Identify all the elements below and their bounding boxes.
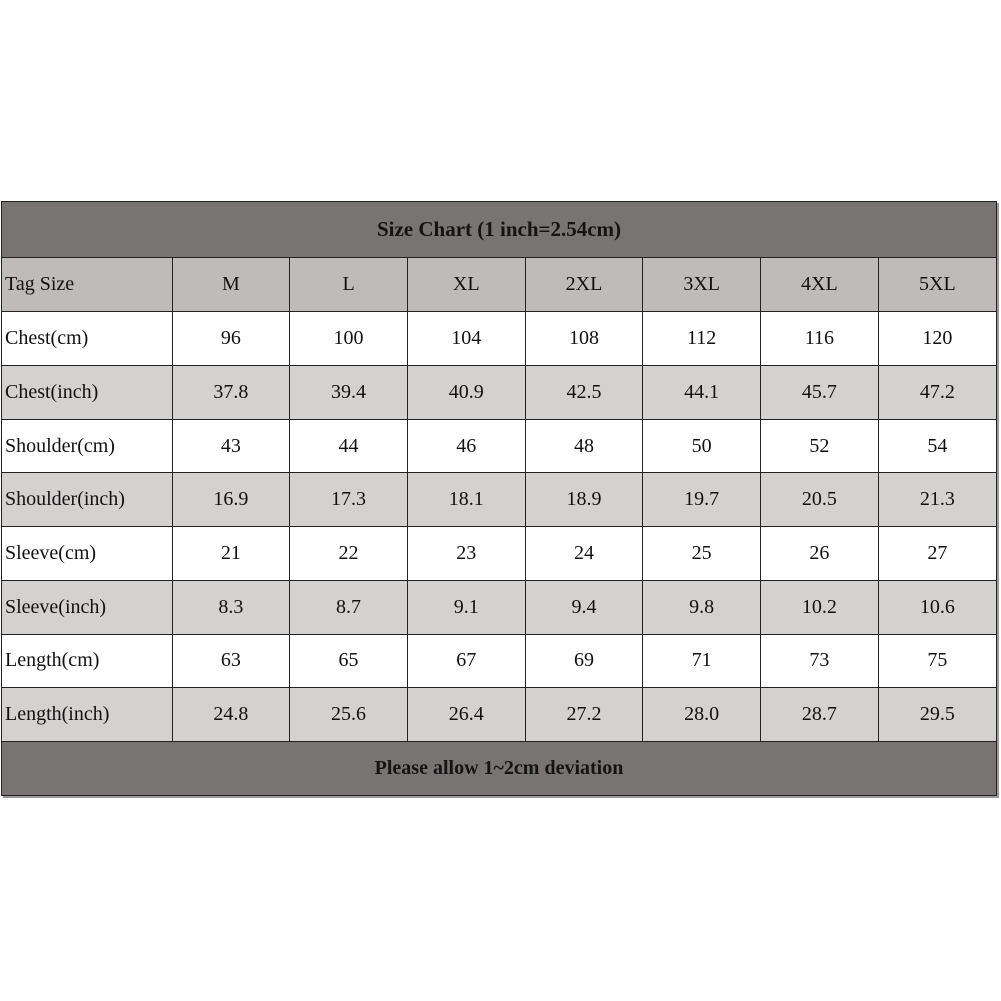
- table-cell: 29.5: [878, 688, 996, 742]
- size-table-body: [2, 258, 996, 742]
- table-row: [2, 473, 996, 527]
- table-cell: 28.7: [761, 688, 879, 742]
- row-label-cell: Sleeve(inch): [2, 580, 172, 634]
- table-cell: 104: [407, 312, 525, 366]
- table-cell: 16.9: [172, 473, 290, 527]
- table-cell: 46: [407, 419, 525, 473]
- table-row: [2, 527, 996, 581]
- table-cell: 39.4: [290, 365, 408, 419]
- table-cell: 47.2: [878, 365, 996, 419]
- size-header-cell: XL: [407, 258, 525, 312]
- row-label-cell: Length(inch): [2, 688, 172, 742]
- size-header-cell: 3XL: [643, 258, 761, 312]
- table-cell: 10.2: [761, 580, 879, 634]
- table-cell: 22: [290, 527, 408, 581]
- table-cell: 8.7: [290, 580, 408, 634]
- table-cell: 23: [407, 527, 525, 581]
- row-label-cell: Chest(cm): [2, 312, 172, 366]
- table-cell: 44: [290, 419, 408, 473]
- size-header-cell: 5XL: [878, 258, 996, 312]
- table-cell: 18.1: [407, 473, 525, 527]
- table-cell: 9.1: [407, 580, 525, 634]
- table-cell: 37.8: [172, 365, 290, 419]
- row-label-cell: Chest(inch): [2, 365, 172, 419]
- table-cell: 27: [878, 527, 996, 581]
- table-cell: 96: [172, 312, 290, 366]
- size-header-cell: M: [172, 258, 290, 312]
- table-cell: 18.9: [525, 473, 643, 527]
- header-label-cell: Tag Size: [2, 258, 172, 312]
- table-cell: 19.7: [643, 473, 761, 527]
- size-header-cell: 4XL: [761, 258, 879, 312]
- table-cell: 54: [878, 419, 996, 473]
- size-header-cell: 2XL: [525, 258, 643, 312]
- row-label-cell: Length(cm): [2, 634, 172, 688]
- table-cell: 20.5: [761, 473, 879, 527]
- table-row: [2, 688, 996, 742]
- table-cell: 71: [643, 634, 761, 688]
- table-cell: 48: [525, 419, 643, 473]
- table-cell: 112: [643, 312, 761, 366]
- table-cell: 63: [172, 634, 290, 688]
- table-cell: 69: [525, 634, 643, 688]
- table-cell: 50: [643, 419, 761, 473]
- table-row: [2, 312, 996, 366]
- row-label-cell: Sleeve(cm): [2, 527, 172, 581]
- table-row: [2, 419, 996, 473]
- table-row: [2, 580, 996, 634]
- size-header-cell: L: [290, 258, 408, 312]
- table-header-row: [2, 258, 996, 312]
- size-chart: [1, 201, 997, 796]
- table-cell: 8.3: [172, 580, 290, 634]
- table-cell: 67: [407, 634, 525, 688]
- deviation-note: Please allow 1~2cm deviation: [2, 742, 996, 795]
- table-row: [2, 634, 996, 688]
- table-cell: 26: [761, 527, 879, 581]
- size-table: [2, 258, 996, 742]
- table-cell: 43: [172, 419, 290, 473]
- table-cell: 9.8: [643, 580, 761, 634]
- table-cell: 44.1: [643, 365, 761, 419]
- table-cell: 45.7: [761, 365, 879, 419]
- table-cell: 9.4: [525, 580, 643, 634]
- table-cell: 25.6: [290, 688, 408, 742]
- table-cell: 26.4: [407, 688, 525, 742]
- row-label-cell: Shoulder(cm): [2, 419, 172, 473]
- table-cell: 21: [172, 527, 290, 581]
- row-label-cell: Shoulder(inch): [2, 473, 172, 527]
- table-cell: 116: [761, 312, 879, 366]
- table-cell: 40.9: [407, 365, 525, 419]
- table-cell: 25: [643, 527, 761, 581]
- table-cell: 24.8: [172, 688, 290, 742]
- table-cell: 65: [290, 634, 408, 688]
- table-cell: 17.3: [290, 473, 408, 527]
- table-cell: 27.2: [525, 688, 643, 742]
- table-row: [2, 365, 996, 419]
- table-cell: 52: [761, 419, 879, 473]
- table-cell: 120: [878, 312, 996, 366]
- table-cell: 108: [525, 312, 643, 366]
- table-cell: 73: [761, 634, 879, 688]
- table-cell: 28.0: [643, 688, 761, 742]
- table-cell: 10.6: [878, 580, 996, 634]
- chart-title: Size Chart (1 inch=2.54cm): [2, 202, 996, 258]
- table-cell: 21.3: [878, 473, 996, 527]
- table-cell: 100: [290, 312, 408, 366]
- table-cell: 42.5: [525, 365, 643, 419]
- table-cell: 75: [878, 634, 996, 688]
- table-cell: 24: [525, 527, 643, 581]
